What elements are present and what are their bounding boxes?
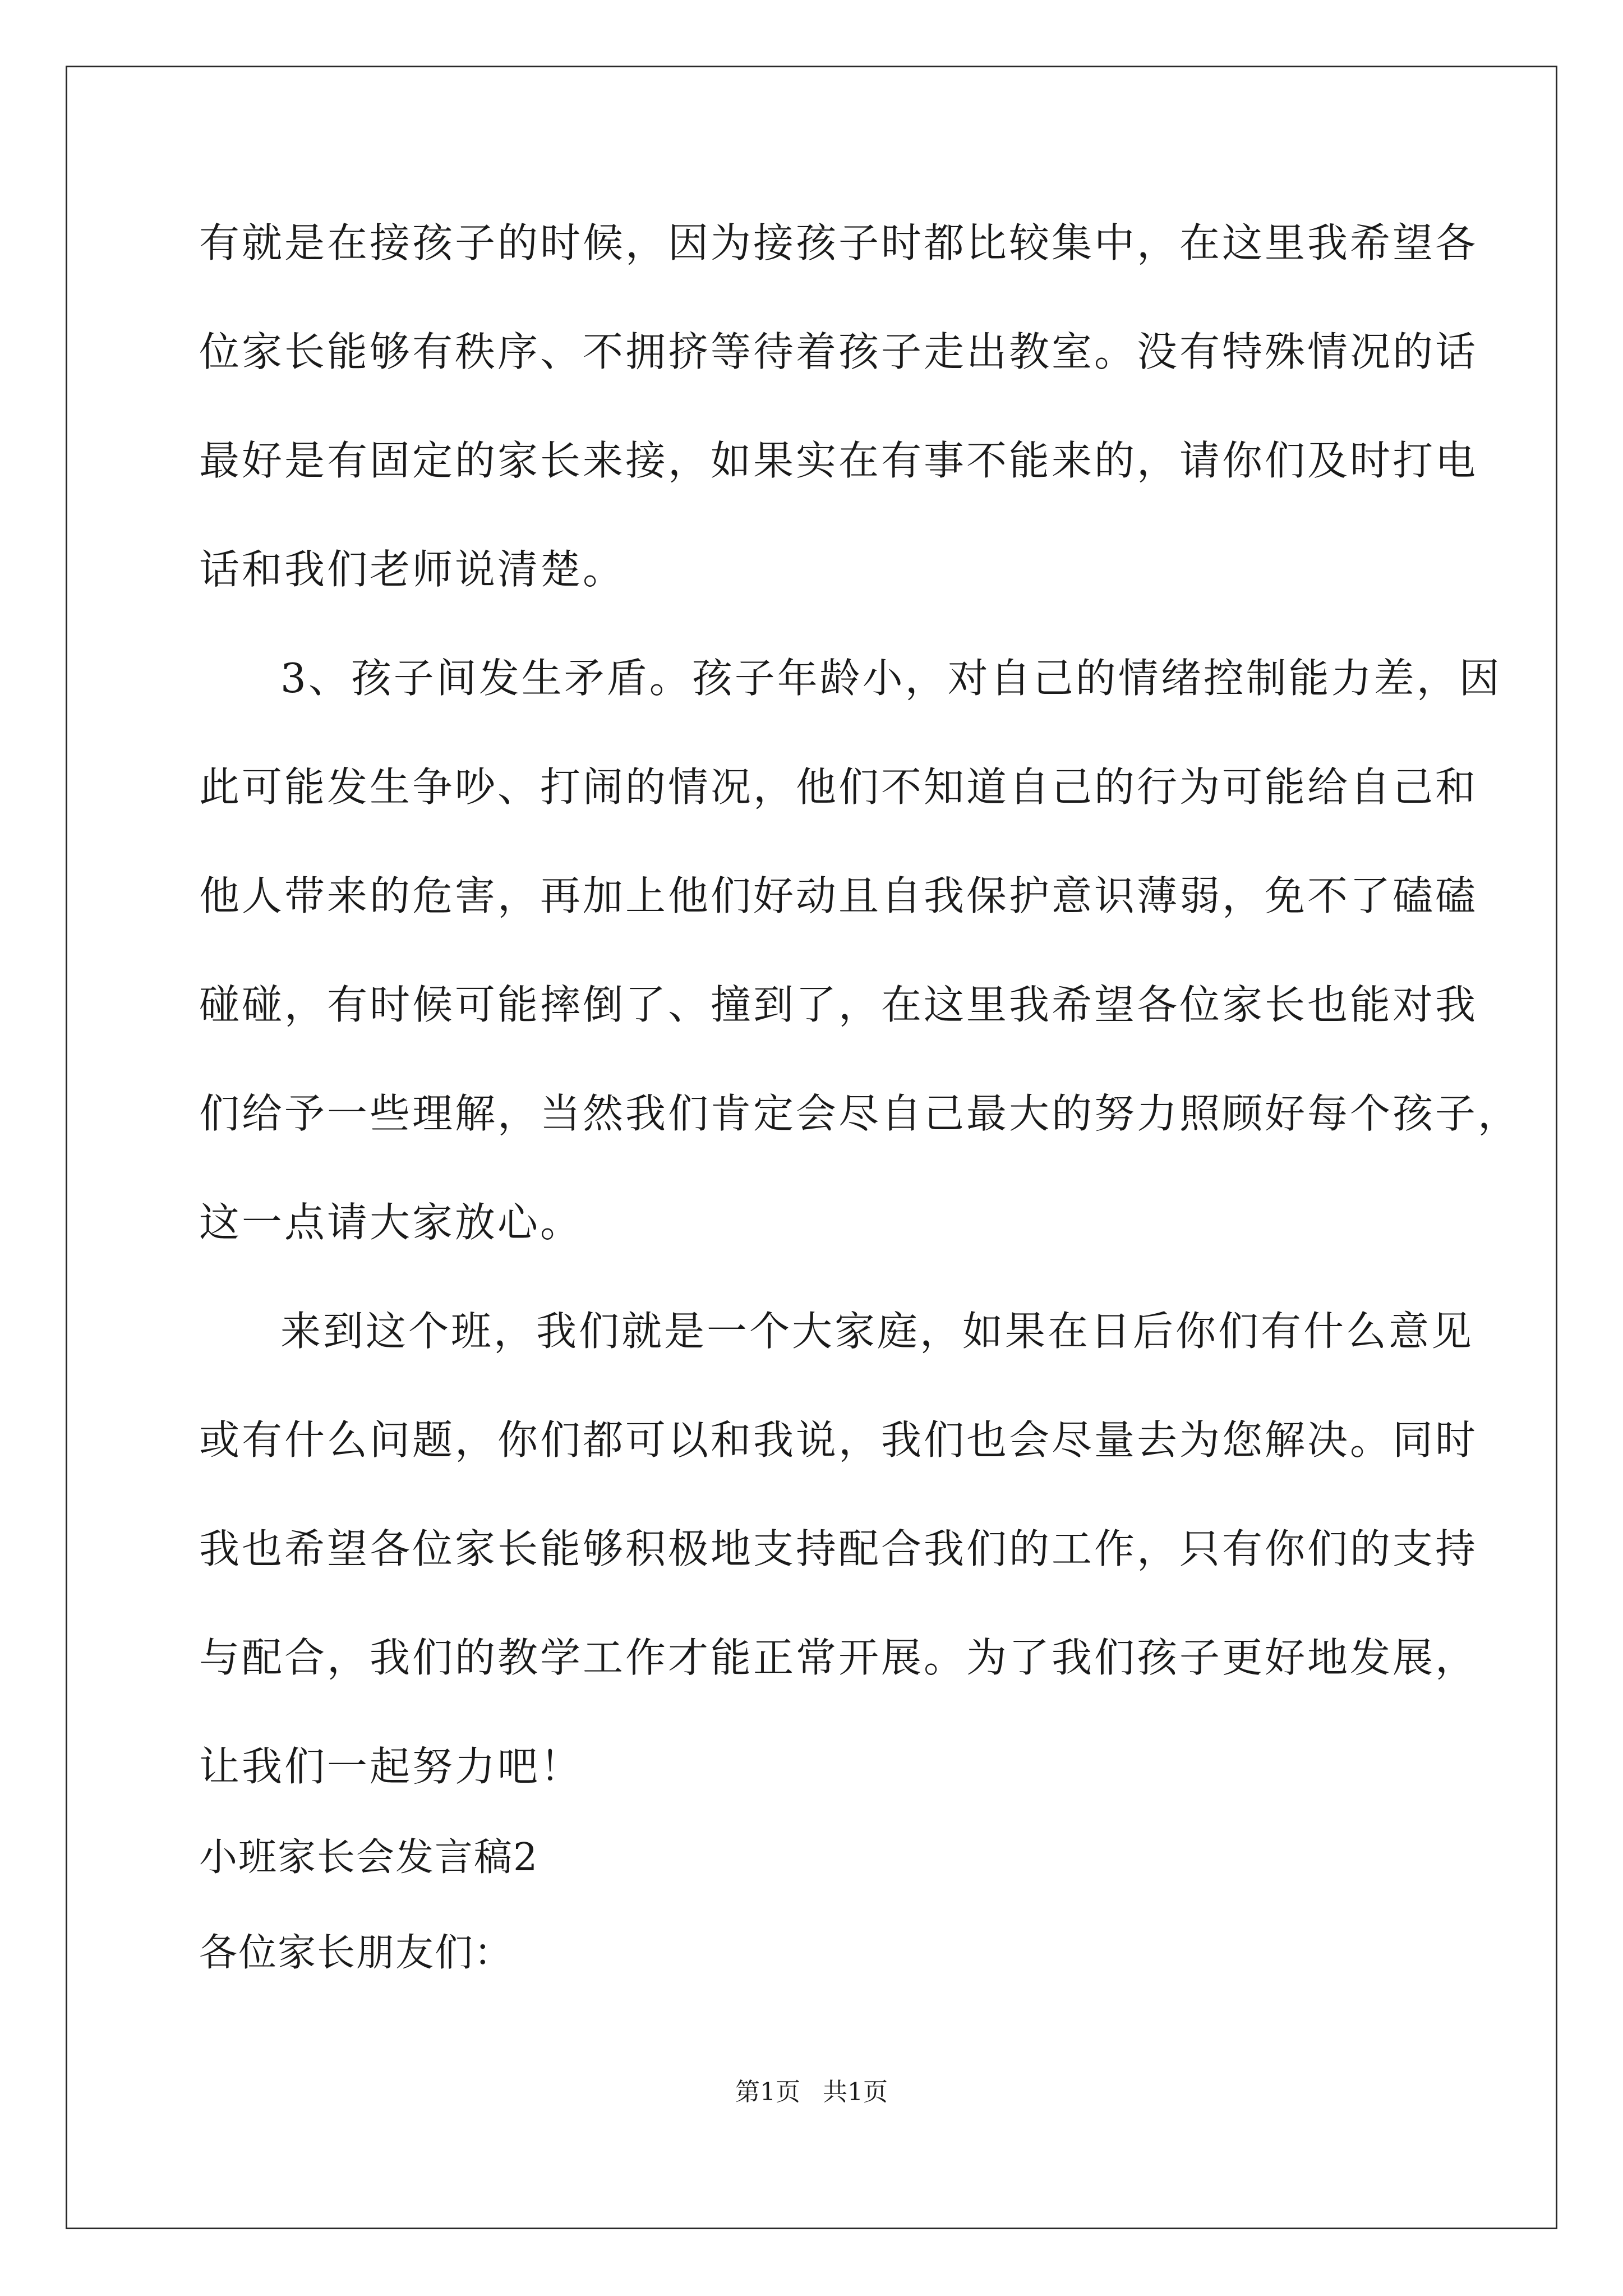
page-number: 第1页 (735, 2078, 800, 2106)
body-line: 有就是在接孩子的时候，因为接孩子时都比较集中，在这里我希望各 (199, 219, 1478, 266)
body-line: 们给予一些理解，当然我们肯定会尽自己最大的努力照顾好每个孩子， (199, 1090, 1521, 1137)
body-line: 他人带来的危害，再加上他们好动且自我保护意识薄弱，免不了磕磕 (199, 872, 1478, 919)
body-line: 我也希望各位家长能够积极地支持配合我们的工作，只有你们的支持 (199, 1525, 1478, 1572)
page-footer (0, 2076, 1623, 2109)
body-line: 此可能发生争吵、打闹的情况，他们不知道自己的行为可能给自己和 (199, 763, 1478, 811)
body-line: 碰碰，有时候可能摔倒了、撞到了，在这里我希望各位家长也能对我 (199, 981, 1478, 1028)
body-line: 位家长能够有秩序、不拥挤等待着孩子走出教室。没有特殊情况的话 (199, 328, 1478, 375)
body-line: 与配合，我们的教学工作才能正常开展。为了我们孩子更好地发展， (199, 1634, 1478, 1681)
body-line: 最好是有固定的家长来接，如果实在有事不能来的，请你们及时打电 (199, 437, 1478, 484)
body-line: 或有什么问题，你们都可以和我说，我们也会尽量去为您解决。同时 (199, 1416, 1478, 1464)
paragraph-start-line: 来到这个班，我们就是一个大家庭，如果在日后你们有什么意见 (280, 1308, 1474, 1355)
body-line: 让我们一起努力吧！ (199, 1743, 583, 1790)
page-total: 共1页 (823, 2078, 888, 2106)
paragraph-start-line: 3、孩子间发生矛盾。孩子年龄小，对自己的情绪控制能力差，因 (280, 655, 1502, 702)
body-line: 话和我们老师说清楚。 (199, 546, 626, 593)
section-title: 小班家长会发言稿2 (199, 1835, 539, 1880)
page-border (66, 66, 1557, 2229)
salutation: 各位家长朋友们： (199, 1931, 514, 1975)
body-line: 这一点请大家放心。 (199, 1199, 583, 1246)
